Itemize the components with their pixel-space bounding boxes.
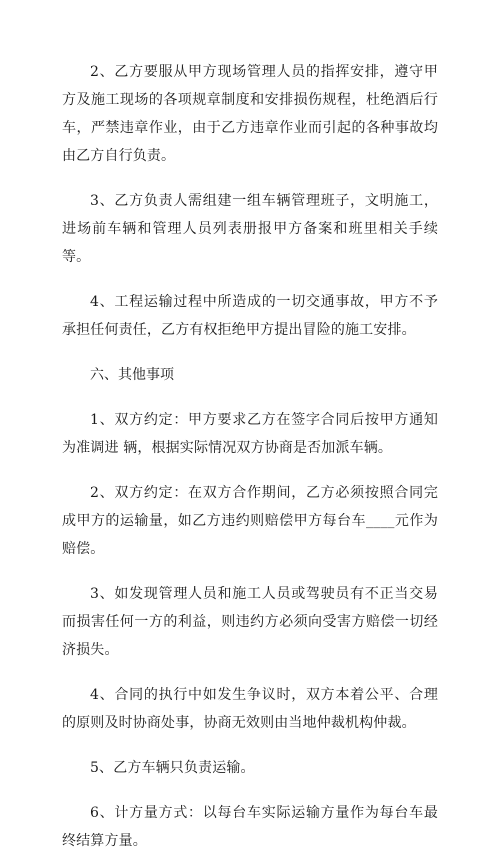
clause-4: 4、工程运输过程中所造成的一切交通事故，甲方不予承担任何责任，乙方有权拒绝甲方提出冒险的施工安排。 [62, 294, 438, 338]
section-clause-1: 1、双方约定：甲方要求乙方在签字合同后按甲方通知为准调进 辆，根据实际情况双方协商是否加派车辆。 [62, 412, 438, 456]
section-heading: 六、其他事项 [90, 367, 174, 383]
section-clause-5: 5、乙方车辆只负责运输。 [90, 760, 255, 776]
section-clause-3: 3、如发现管理人员和施工人员或驾驶员有不正当交易而损害任何一方的利益，则违约方必须向受害方赔偿一切经济损失。 [62, 586, 438, 658]
section-clause-2: 2、双方约定：在双方合作期间，乙方必须按照合同完成甲方的运输量，如乙方违约则赔偿甲方每台车____元作为赔偿。 [62, 485, 438, 557]
clause-3: 3、乙方负责人需组建一组车辆管理班子，文明施工，进场前车辆和管理人员列表册报甲方备案和班里相关手续等。 [62, 193, 438, 265]
clause-2: 2、乙方要服从甲方现场管理人员的指挥安排，遵守甲方及施工现场的各项规章制度和安排损伤规程，杜绝酒后行车，严禁违章作业，由于乙方违章作业而引起的各种事故均由乙方自行负责。 [62, 64, 438, 164]
section-clause-4: 4、合同的执行中如发生争议时，双方本着公平、合理的原则及时协商处事，协商无效则由当地仲裁机构仲裁。 [62, 687, 438, 731]
section-clause-6: 6、计方量方式：以每台车实际运输方量作为每台车最终结算方量。 [62, 805, 438, 849]
